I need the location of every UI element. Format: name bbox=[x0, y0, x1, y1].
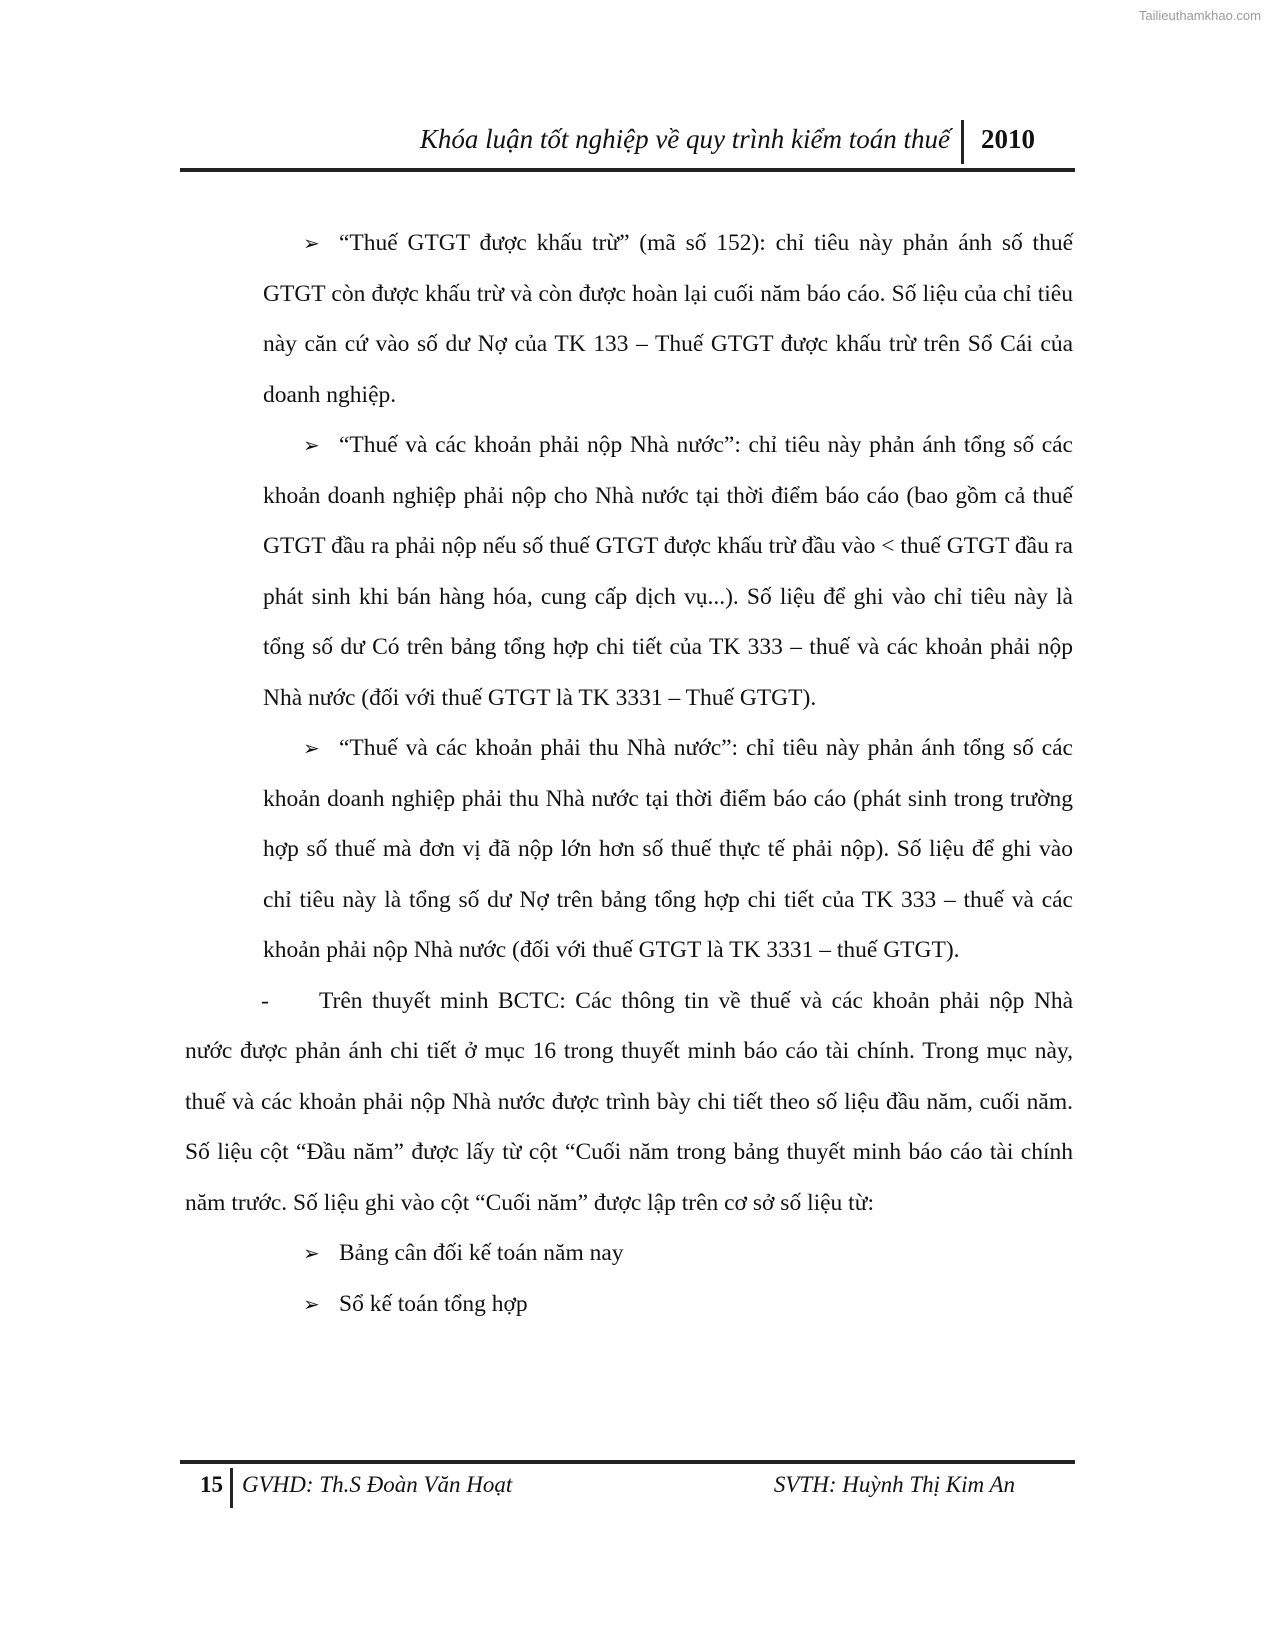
bullet-text: “Thuế GTGT được khấu trừ” (mã số 152): chỉ tiêu này phản ánh số thuế GTGT còn được khấu trừ và còn được hoàn lại cuối năm báo cáo. Số liệu của chỉ tiêu này căn cứ vào số dư Nợ của TK 133 – Thuế GTGT được khấu trừ trên Sổ Cái của doanh nghiệp. bbox=[263, 230, 1073, 408]
body-content bbox=[185, 218, 1073, 1329]
dash-paragraph bbox=[185, 976, 1073, 1229]
header-year: 2010 bbox=[981, 124, 1035, 154]
bullet-text: Sổ kế toán tổng hợp bbox=[339, 1290, 528, 1317]
bullet-paragraph bbox=[185, 723, 1073, 976]
arrow-bullet-icon: ➢ bbox=[303, 1241, 320, 1265]
short-bullet-item bbox=[185, 1228, 1073, 1279]
dash-paragraph-text: Trên thuyết minh BCTC: Các thông tin về thuế và các khoản phải nộp Nhà nước được phản ánh chi tiết ở mục 16 trong thuyết minh báo cáo tài chính. Trong mục này, thuế và các khoản phải nộp Nhà nước được trình bày chi tiết theo số liệu đầu năm, cuối năm. Số liệu cột “Đầu năm” được lấy từ cột “Cuối năm trong bảng thuyết minh báo cáo tài chính năm trước. Số liệu ghi vào cột “Cuối năm” được lập trên cơ sở số liệu từ: bbox=[185, 987, 1073, 1216]
short-bullet-item bbox=[185, 1279, 1073, 1330]
header-rule bbox=[180, 168, 1075, 172]
page-header bbox=[180, 120, 1075, 170]
advisor-name: GVHD: Th.S Đoàn Văn Hoạt bbox=[242, 1472, 513, 1497]
student-name: SVTH: Huỳnh Thị Kim An bbox=[773, 1472, 1015, 1497]
arrow-bullet-icon: ➢ bbox=[303, 1291, 320, 1316]
arrow-bullet-icon: ➢ bbox=[303, 736, 320, 760]
dash-marker: - bbox=[261, 987, 269, 1014]
bullet-paragraph bbox=[185, 420, 1073, 723]
bullet-text: “Thuế và các khoản phải nộp Nhà nước”: chỉ tiêu này phản ánh tổng số các khoản doanh nghiệp phải nộp cho Nhà nước tại thời điểm báo cáo (bao gồm cả thuế GTGT đầu ra phải nộp nếu số thuế GTGT được khấu trừ đầu vào < thuế GTGT đầu ra phát sinh khi bán hàng hóa, cung cấp dịch vụ...). Số liệu để ghi vào chỉ tiêu này là tổng số dư Có trên bảng tổng hợp chi tiết của TK 333 – thuế và các khoản phải nộp Nhà nước (đối với thuế GTGT là TK 3331 – Thuế GTGT). bbox=[263, 432, 1073, 711]
watermark: Tailieuthamkhao.com bbox=[1138, 8, 1261, 23]
header-title: Khóa luận tốt nghiệp về quy trình kiểm toán thuế bbox=[419, 124, 950, 154]
footer-separator bbox=[230, 1468, 233, 1508]
header-separator bbox=[961, 120, 964, 164]
page-footer bbox=[180, 1468, 1075, 1512]
bullet-paragraph bbox=[185, 218, 1073, 420]
footer-rule bbox=[180, 1460, 1075, 1464]
bullet-text: Bảng cân đối kế toán năm nay bbox=[339, 1240, 624, 1266]
arrow-bullet-icon: ➢ bbox=[303, 231, 320, 255]
bullet-text: “Thuế và các khoản phải thu Nhà nước”: chỉ tiêu này phản ánh tổng số các khoản doanh nghiệp phải thu Nhà nước tại thời điểm báo cáo (phát sinh trong trường hợp số thuế mà đơn vị đã nộp lớn hơn số thuế thực tế phải nộp). Số liệu để ghi vào chỉ tiêu này là tổng số dư Nợ trên bảng tổng hợp chi tiết của TK 333 – thuế và các khoản phải nộp Nhà nước (đối với thuế GTGT là TK 3331 – thuế GTGT). bbox=[263, 735, 1073, 963]
page-number: 15 bbox=[200, 1472, 223, 1497]
arrow-bullet-icon: ➢ bbox=[303, 433, 320, 457]
